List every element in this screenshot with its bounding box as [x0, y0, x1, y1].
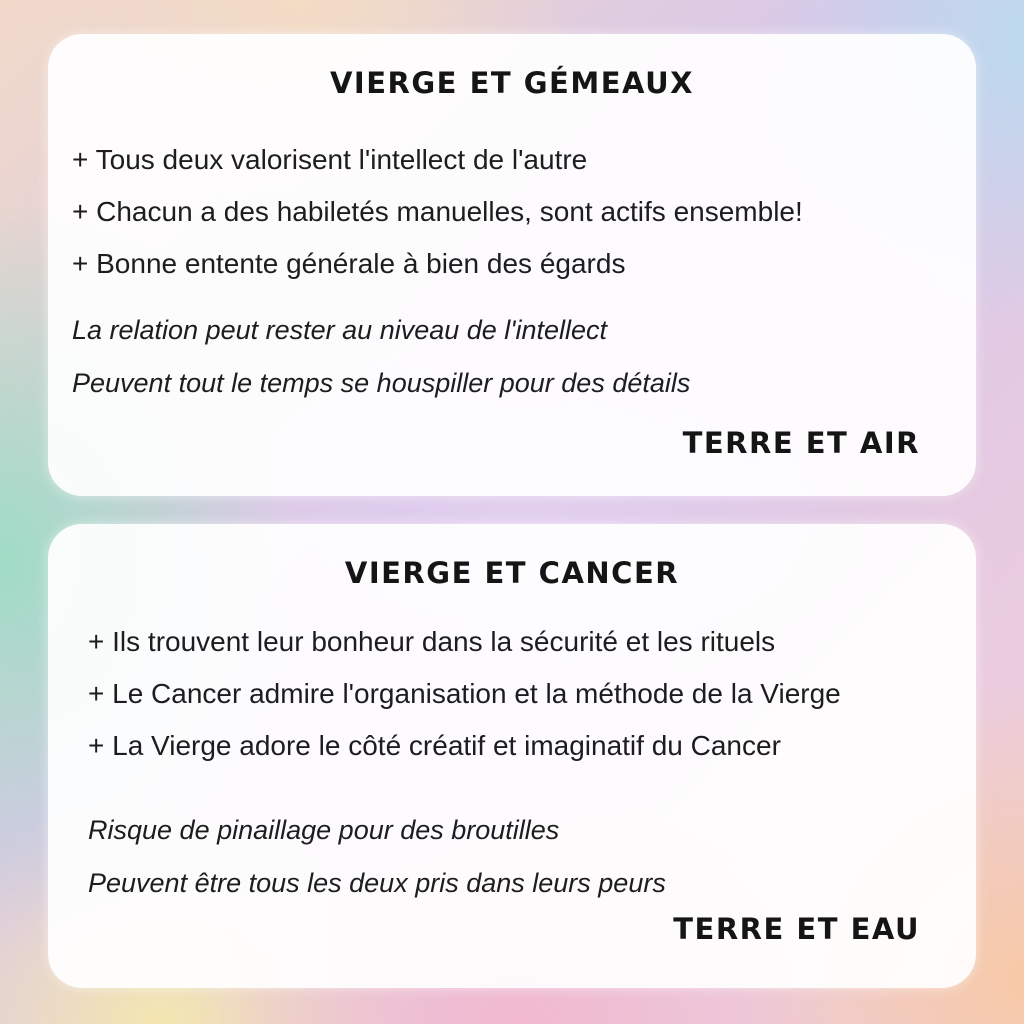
positives-list	[88, 616, 841, 772]
card-title: VIERGE ET CANCER	[344, 556, 680, 590]
compatibility-card-virgo-gemini	[48, 34, 976, 496]
compatibility-card-virgo-cancer	[48, 524, 976, 988]
challenge-item: Risque de pinaillage pour des broutilles	[88, 815, 560, 845]
positive-item: + Le Cancer admire l'organisation et la méthode de la Vierge	[88, 678, 841, 709]
positive-item: + Tous deux valorisent l'intellect de l'autre	[72, 144, 588, 175]
positives-list	[72, 134, 803, 290]
elements-label: TERRE ET EAU	[673, 912, 920, 946]
positive-item: + Bonne entente générale à bien des égards	[72, 248, 626, 279]
challenge-item: Peuvent être tous les deux pris dans leurs peurs	[88, 868, 666, 898]
challenges-list	[88, 804, 666, 910]
card-title: VIERGE ET GÉMEAUX	[329, 66, 694, 100]
positive-item: + La Vierge adore le côté créatif et imaginatif du Cancer	[88, 730, 781, 761]
elements-label: TERRE ET AIR	[682, 426, 920, 460]
positive-item: + Chacun a des habiletés manuelles, sont actifs ensemble!	[72, 196, 803, 227]
challenges-list	[72, 304, 690, 410]
positive-item: + Ils trouvent leur bonheur dans la sécurité et les rituels	[88, 626, 776, 657]
challenge-item: La relation peut rester au niveau de l'intellect	[72, 315, 607, 345]
challenge-item: Peuvent tout le temps se houspiller pour des détails	[72, 368, 691, 398]
